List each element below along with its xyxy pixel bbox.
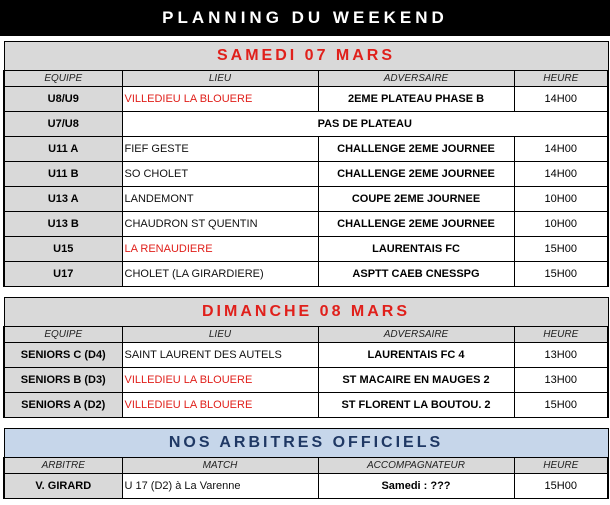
adversaire-cell: ST MACAIRE EN MAUGES 2: [318, 368, 514, 393]
lieu-cell: LA RENAUDIERE: [122, 237, 318, 262]
team-cell: SENIORS C (D4): [4, 343, 122, 368]
lieu-cell: SAINT LAURENT DES AUTELS: [122, 343, 318, 368]
lieu-cell: SO CHOLET: [122, 162, 318, 187]
col-adversaire: ADVERSAIRE: [318, 327, 514, 343]
adversaire-cell: LAURENTAIS FC: [318, 237, 514, 262]
table-row: [4, 262, 608, 287]
team-cell: U13 B: [4, 212, 122, 237]
column-header-row: [4, 458, 608, 474]
heure-cell: 15H00: [514, 474, 608, 499]
adversaire-cell: CHALLENGE 2EME JOURNEE: [318, 212, 514, 237]
adversaire-cell: ST FLORENT LA BOUTOU. 2: [318, 393, 514, 418]
table-row: [4, 112, 608, 137]
match-cell: U 17 (D2) à La Varenne: [122, 474, 318, 499]
sunday-header-row: [4, 298, 608, 327]
table-row: [4, 162, 608, 187]
referees-table: [3, 428, 609, 499]
heure-cell: 15H00: [514, 262, 608, 287]
column-header-row: [4, 327, 608, 343]
heure-cell: 13H00: [514, 343, 608, 368]
saturday-header: SAMEDI 07 MARS: [4, 42, 608, 71]
lieu-cell: LANDEMONT: [122, 187, 318, 212]
sunday-table: [3, 297, 609, 418]
adversaire-cell: 2EME PLATEAU PHASE B: [318, 87, 514, 112]
saturday-header-row: [4, 42, 608, 71]
note-cell: PAS DE PLATEAU: [122, 112, 608, 137]
referees-header: NOS ARBITRES OFFICIELS: [4, 429, 608, 458]
team-cell: SENIORS A (D2): [4, 393, 122, 418]
table-row: [4, 368, 608, 393]
heure-cell: 14H00: [514, 162, 608, 187]
lieu-cell: CHAUDRON ST QUENTIN: [122, 212, 318, 237]
table-row: [4, 474, 608, 499]
col-equipe: EQUIPE: [4, 327, 122, 343]
table-row: [4, 343, 608, 368]
lieu-cell: FIEF GESTE: [122, 137, 318, 162]
lieu-cell: VILLEDIEU LA BLOUERE: [122, 368, 318, 393]
accompagnateur-cell: Samedi : ???: [318, 474, 514, 499]
lieu-cell: CHOLET (LA GIRARDIERE): [122, 262, 318, 287]
heure-cell: 14H00: [514, 87, 608, 112]
heure-cell: 15H00: [514, 393, 608, 418]
lieu-cell: VILLEDIEU LA BLOUERE: [122, 393, 318, 418]
table-row: [4, 137, 608, 162]
col-lieu: LIEU: [122, 327, 318, 343]
page-title: PLANNING DU WEEKEND: [0, 0, 610, 36]
heure-cell: 10H00: [514, 212, 608, 237]
referees-header-row: [4, 429, 608, 458]
sunday-header: DIMANCHE 08 MARS: [4, 298, 608, 327]
col-equipe: EQUIPE: [4, 71, 122, 87]
col-match: MATCH: [122, 458, 318, 474]
team-cell: U11 B: [4, 162, 122, 187]
team-cell: U7/U8: [4, 112, 122, 137]
team-cell: SENIORS B (D3): [4, 368, 122, 393]
table-row: [4, 212, 608, 237]
col-arbitre: ARBITRE: [4, 458, 122, 474]
col-heure: HEURE: [514, 71, 608, 87]
adversaire-cell: LAURENTAIS FC 4: [318, 343, 514, 368]
col-heure: HEURE: [514, 458, 608, 474]
table-row: [4, 237, 608, 262]
team-cell: U11 A: [4, 137, 122, 162]
team-cell: U13 A: [4, 187, 122, 212]
table-row: [4, 393, 608, 418]
lieu-cell: VILLEDIEU LA BLOUERE: [122, 87, 318, 112]
heure-cell: 10H00: [514, 187, 608, 212]
team-cell: U17: [4, 262, 122, 287]
adversaire-cell: CHALLENGE 2EME JOURNEE: [318, 137, 514, 162]
adversaire-cell: CHALLENGE 2EME JOURNEE: [318, 162, 514, 187]
arbitre-cell: V. GIRARD: [4, 474, 122, 499]
adversaire-cell: ASPTT CAEB CNESSPG: [318, 262, 514, 287]
team-cell: U8/U9: [4, 87, 122, 112]
table-row: [4, 187, 608, 212]
heure-cell: 14H00: [514, 137, 608, 162]
col-accompagnateur: ACCOMPAGNATEUR: [318, 458, 514, 474]
col-lieu: LIEU: [122, 71, 318, 87]
saturday-table: [3, 41, 609, 287]
heure-cell: 13H00: [514, 368, 608, 393]
col-heure: HEURE: [514, 327, 608, 343]
adversaire-cell: COUPE 2EME JOURNEE: [318, 187, 514, 212]
column-header-row: [4, 71, 608, 87]
team-cell: U15: [4, 237, 122, 262]
col-adversaire: ADVERSAIRE: [318, 71, 514, 87]
heure-cell: 15H00: [514, 237, 608, 262]
table-row: [4, 87, 608, 112]
